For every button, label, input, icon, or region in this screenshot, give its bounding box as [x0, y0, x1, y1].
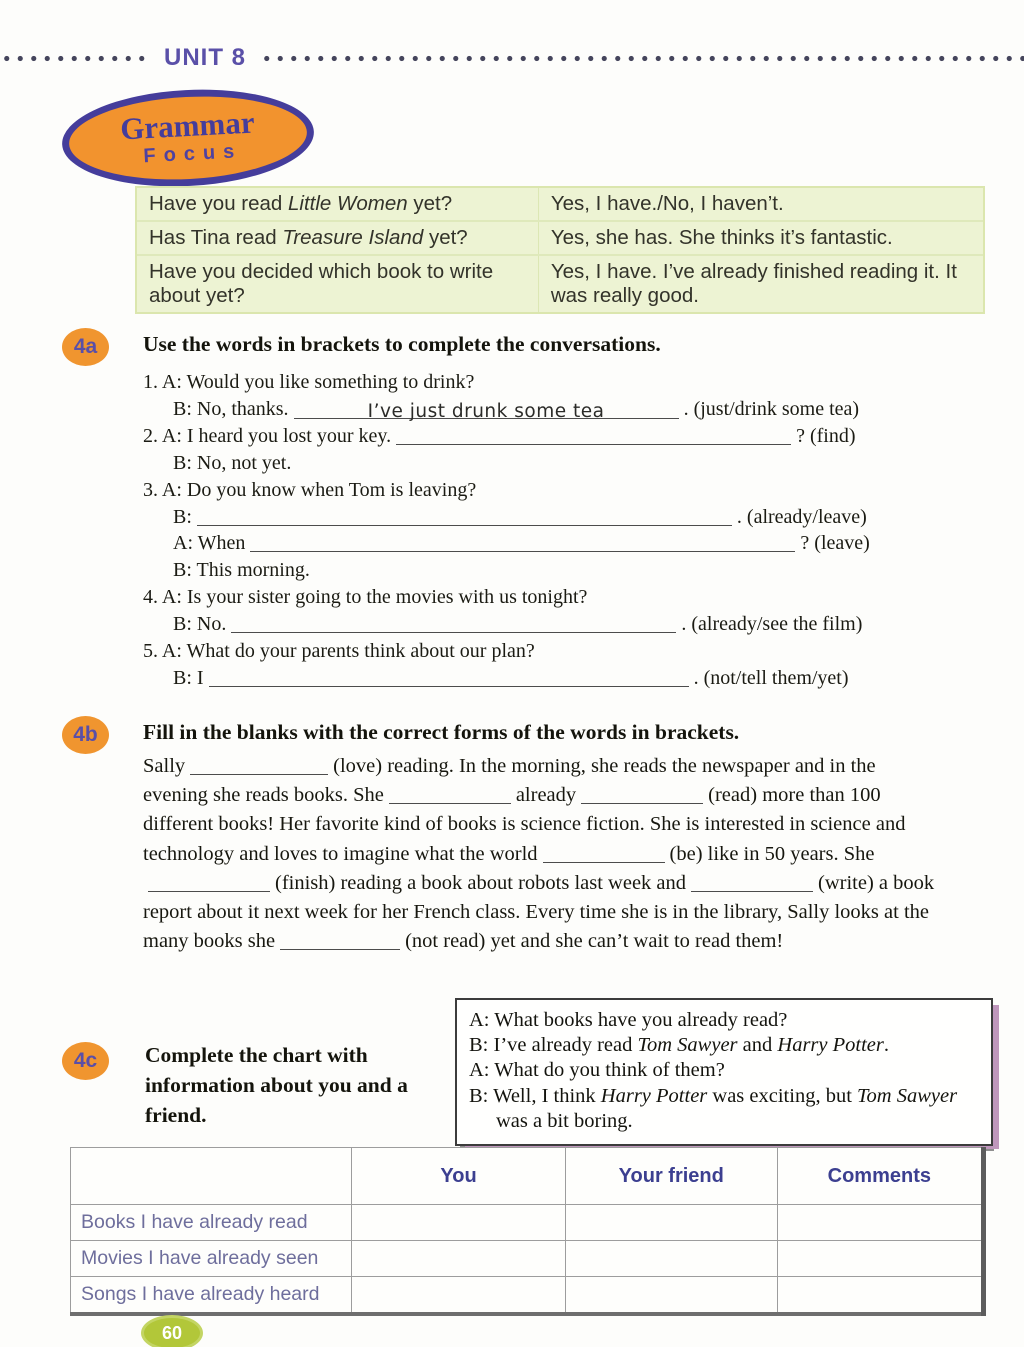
dialog-line: A: What books have you already read? — [469, 1009, 788, 1031]
answer-blank — [209, 667, 689, 687]
section-4a-badge: 4a — [62, 328, 109, 366]
unit-header — [0, 46, 1024, 70]
unit-title: UNIT 8 — [164, 44, 247, 71]
answer-blank — [197, 506, 732, 526]
example-dialog-box — [455, 998, 993, 1146]
answer-blank — [543, 844, 665, 863]
chart-fill-table — [70, 1147, 986, 1316]
header-your-friend: Your friend — [565, 1148, 777, 1205]
answer-blank — [231, 613, 676, 633]
dotted-line — [260, 55, 1024, 62]
header-comments: Comments — [777, 1148, 983, 1205]
grammar-focus-word1: Grammar — [119, 104, 256, 147]
exercise-line: B: No, thanks. I’ve just drunk some tea . (just/drink some tea) — [143, 396, 943, 423]
table-row — [71, 1241, 984, 1277]
empty-cell — [777, 1241, 983, 1277]
section-4c-instruction: Complete the chart with information about you and a friend. — [145, 1043, 408, 1127]
header-you: You — [352, 1148, 566, 1205]
answer-blank — [280, 931, 400, 950]
exercise-line: 4. A: Is your sister going to the movies with us tonight? — [143, 586, 588, 609]
table-row — [71, 1205, 984, 1241]
section-4b-badge: 4b — [62, 716, 109, 754]
grammar-question: Have you read Little Women yet? — [137, 188, 539, 220]
empty-cell — [777, 1205, 983, 1241]
section-4c-badge: 4c — [62, 1042, 109, 1080]
section-4a-title: Use the words in brackets to complete the conversations. — [143, 332, 661, 356]
dialog-line: A: What do you think of them? — [469, 1059, 725, 1082]
table-header-row — [71, 1148, 984, 1205]
answer-blank — [190, 756, 328, 775]
exercise-4b-paragraph: Sally (love) reading. In the morning, she reads the newspaper and in the evening she reads books. She already (read) more than 100 different books! Her favorite kind of books is science fiction. She is interested in science and technology and loves to imagine what the world (be) like in 50 years. She(finish) reading a book about robots last week and (write) a book report about it next week for her French class. Every time she is in the library, Sally looks at the many books she (not read) yet and she can’t wait to read them! — [143, 755, 935, 953]
empty-cell — [352, 1241, 566, 1277]
empty-cell — [352, 1277, 566, 1315]
exercise-line: B: No. . (already/see the film) — [173, 613, 863, 636]
exercise-line: 5. A: What do your parents think about our plan? — [143, 640, 535, 663]
exercise-line: B: I . (not/tell them/yet) — [173, 666, 849, 689]
section-4b-title: Fill in the blanks with the correct forms of the words in brackets. — [143, 720, 740, 744]
grammar-answer: Yes, she has. She thinks it’s fantastic. — [550, 226, 893, 249]
exercise-line: 2. A: I heard you lost your key. ? (find) — [143, 424, 856, 447]
exercise-line: B: No, not yet. — [173, 451, 292, 474]
table-row — [71, 1277, 984, 1315]
answer-blank — [581, 785, 703, 804]
grammar-answer: Yes, I have./No, I haven’t. — [550, 192, 784, 215]
grammar-row — [137, 188, 983, 220]
grammar-row — [137, 220, 983, 254]
empty-cell — [565, 1205, 777, 1241]
dialog-line: B: I’ve already read Tom Sawyer and Harry Potter. — [469, 1034, 889, 1057]
grammar-focus-word2: Focus — [142, 140, 243, 168]
grammar-answer: Yes, I have. I’ve already finished reading it. It was really good. — [550, 260, 957, 307]
handwritten-answer: I’ve just drunk some tea — [367, 400, 605, 422]
empty-cell — [777, 1277, 983, 1315]
answer-blank — [396, 425, 791, 445]
row-label: Movies I have already seen — [71, 1241, 352, 1277]
exercise-line: 1. A: Would you like something to drink? — [143, 371, 475, 393]
exercise-4a-list — [143, 369, 943, 692]
empty-cell — [565, 1277, 777, 1315]
empty-cell — [565, 1241, 777, 1277]
answer-blank — [250, 532, 795, 552]
header-empty — [71, 1148, 352, 1205]
grammar-row — [137, 254, 983, 312]
row-label: Songs I have already heard — [71, 1277, 352, 1315]
row-label: Books I have already read — [71, 1205, 352, 1241]
answer-blank — [389, 785, 511, 804]
dotted-line — [0, 55, 150, 62]
grammar-focus-badge — [60, 83, 317, 192]
grammar-question: Has Tina read Treasure Island yet? — [137, 222, 539, 254]
exercise-line: 3. A: Do you know when Tom is leaving? — [143, 478, 477, 501]
page-number-badge: 60 — [141, 1315, 203, 1347]
exercise-line: B: . (already/leave) — [173, 505, 867, 528]
grammar-question: Have you decided which book to write about yet? — [137, 256, 539, 312]
answer-blank — [691, 873, 813, 892]
exercise-line: A: When ? (leave) — [173, 532, 870, 555]
answer-blank — [148, 873, 270, 892]
empty-cell — [352, 1205, 566, 1241]
dialog-line: B: Well, I think Harry Potter was exciting, but Tom Sawyer was a bit boring. — [469, 1084, 958, 1132]
grammar-focus-table — [135, 186, 985, 314]
exercise-line: B: This morning. — [173, 559, 310, 582]
